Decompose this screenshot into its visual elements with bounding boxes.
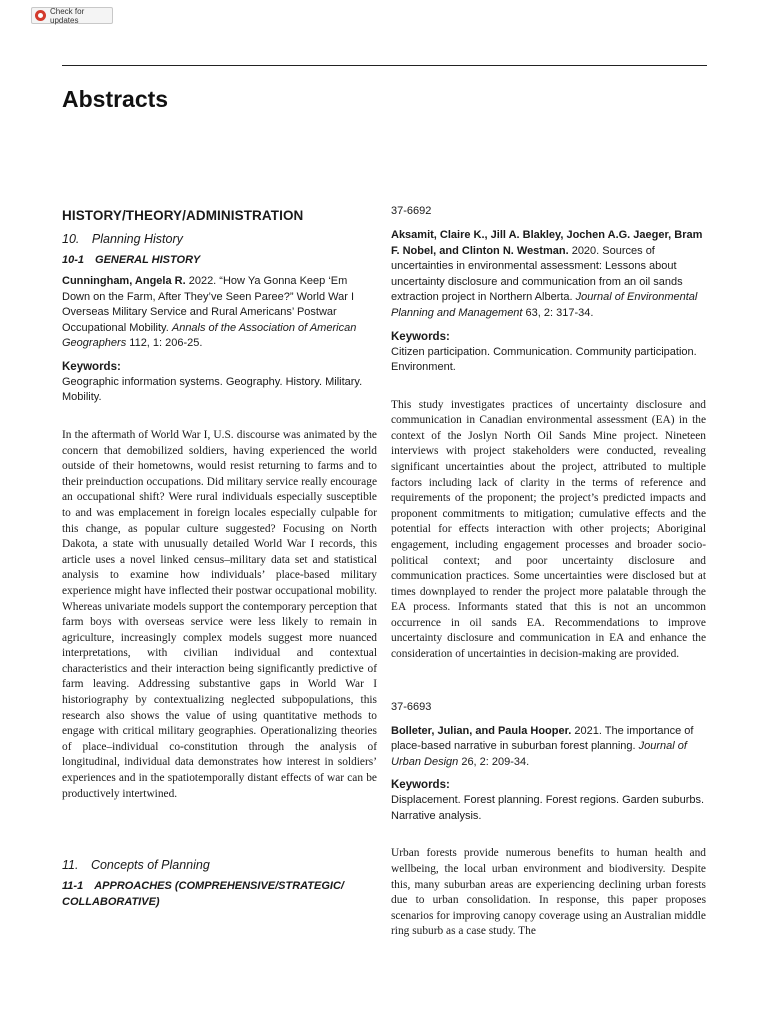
citation-journal: Journal of Environmental Planning and Management <box>391 291 698 319</box>
citation-journal: Journal of Urban Design <box>391 740 687 768</box>
abstract-text: This study investigates practices of uncertainty disclosure and communication in Canadian environmental assessment (EA) in the context of the Joslyn North Oil Sands Mine project. Nineteen interviews with project stakeholders were conducted, revealing significant uncertainties about the project, attributed to multiple factors including lack of clarity in the terms of reference and requirements of the proponent; the project’s predicted impacts and proponent commitments to mitigation; cumulative effects and the potential for effects interaction with other projects; Aboriginal engagement, including engagement processes and broader socio-political context; and poor uncertainty disclosure and communication practices. Some uncertainties were disclosed but at times downplayed to render the project more palatable through the EA process. Informants stated that this is not an uncommon occurrence in oil sands EA. Recommendations to improve uncertainty disclosure and communication in EA and enhance the consideration of uncertainties in decision-making are provided. <box>391 398 706 661</box>
keywords-text: Displacement. Forest planning. Forest regions. Garden suburbs. Narrative analysis. <box>391 794 705 822</box>
keywords-label: Keywords: <box>391 779 450 792</box>
entry-id: 37-6692 <box>391 205 432 217</box>
header-rule <box>62 65 707 66</box>
citation-title: 2020. Sources of uncertainties in environmental assessment: Lessons about uncertainty disclosure and communication from an oil sands extraction project in Northern Alberta. <box>391 244 683 304</box>
update-check-icon <box>35 10 46 21</box>
citation-title: 2021. The importance of place-based narrative in suburban forest planning. <box>391 724 694 753</box>
keywords-text: Citizen participation. Communication. Community participation. Environment. <box>391 345 697 374</box>
keywords-label: Keywords: <box>62 360 121 373</box>
keywords-label: Keywords: <box>391 330 450 343</box>
citation-authors: Aksamit, Claire K., Jill A. Blakley, Jochen A.G. Jaeger, Bram F. Nobel, and Clinton N. Westman. <box>391 229 703 257</box>
subsection-heading-planning-history: 10. Planning History <box>62 232 183 246</box>
subsubsection-general-history: 10-1 GENERAL HISTORY <box>62 254 201 266</box>
keywords-text: Geographic information systems. Geography. History. Military. Mobility. <box>62 375 363 404</box>
citation-volume: 26, 2: 209-34. <box>458 755 530 768</box>
abstract-text: In the aftermath of World War I, U.S. discourse was animated by the concern that demobilized soldiers, having experienced the world outside of their hometowns, would resist returning to farms and to their preinduction occupations. Did military service really encourage an occupational shift? Were rural individuals especially susceptible to and was emplacement in foreign locales especially culpable for this change, as popular culture suggested? Focusing on North Dakota, a state with unusually detailed World War I records, this article uses a novel linked census–military data set and statistical analysis to examine how individuals’ place-based military experience might have inflected their postwar occupational mobility. Whereas univariate models support the contemporary perception that farm boys with overseas service were less likely to remain in agriculture, increasingly complex models suggest more nuanced interpretations, with civilian individual and contextual characteristics and their interaction being significantly predictive of farm leaving. Addressing substantive gaps in World War I historiography by contextualizing neglected subpopulations, this research also shows the value of using quantitative methods to engage with critical military geographies. Operationalizing theories of place–individual co-constitution through the analysis of longitudinal, individual data demonstrates how interest in soldiers’ experiences and in the spatiotemporally distant effects of war can be productively intertwined. <box>62 428 377 800</box>
check-for-updates-label: Check for updates <box>50 6 85 25</box>
subsubsection-approaches: 11-1 APPROACHES (COMPREHENSIVE/STRATEGIC/ COLLABORATIVE) <box>62 880 344 909</box>
citation-authors: Cunningham, Angela R. <box>62 275 186 287</box>
subsection-heading-concepts: 11. Concepts of Planning <box>62 858 210 873</box>
citation-volume: 63, 2: 317-34. <box>522 306 594 319</box>
citation-bolleter <box>391 724 706 771</box>
citation-cunningham <box>62 274 377 352</box>
page-title: Abstracts <box>62 86 169 112</box>
citation-journal: Annals of the Association of American Geographers <box>62 321 357 350</box>
citation-aksamit <box>391 228 706 322</box>
section-heading: HISTORY/THEORY/ADMINISTRATION <box>62 208 304 223</box>
left-column <box>62 205 377 916</box>
citation-authors: Bolleter, Julian, and Paula Hooper. <box>391 724 572 737</box>
abstract-text: Urban forests provide numerous benefits to human health and wellbeing, the local urban environment and biodiversity. Despite this, many suburban areas are experiencing declining urban forests due to urban consolidation. In response, this paper proposes scenarios for improving canopy coverage using an Australian middle ring suburb as a case study. The <box>391 847 706 938</box>
right-column <box>391 205 706 940</box>
check-for-updates-badge[interactable] <box>31 7 113 24</box>
citation-title: 2022. “How Ya Gonna Keep ‘Em Down on the Farm, After They’ve Seen Paree?” World War I Overseas Military Service and Rural Americans’ Postwar Occupational Mobility. <box>62 275 355 334</box>
citation-volume: 112, 1: 206-25. <box>126 337 203 350</box>
entry-id: 37-6693 <box>391 700 432 713</box>
